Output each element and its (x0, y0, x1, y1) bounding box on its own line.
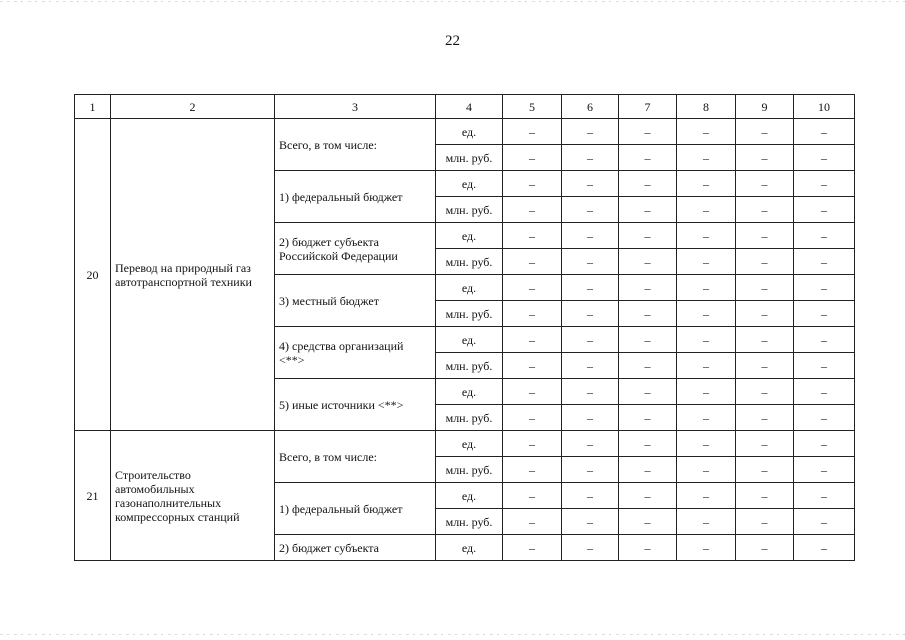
funding-source: 3) местный бюджет (275, 275, 436, 327)
unit-cell: млн. руб. (436, 509, 503, 535)
measure-name: Перевод на природный газ автотранспортной техники (111, 119, 275, 431)
value-cell: – (503, 353, 562, 379)
value-cell: – (503, 483, 562, 509)
value-cell: – (562, 405, 619, 431)
value-cell: – (736, 379, 794, 405)
funding-source: 1) федеральный бюджет (275, 171, 436, 223)
value-cell: – (503, 379, 562, 405)
value-cell: – (619, 119, 677, 145)
value-cell: – (736, 327, 794, 353)
unit-cell: млн. руб. (436, 197, 503, 223)
value-cell: – (736, 197, 794, 223)
value-cell: – (794, 353, 855, 379)
value-cell: – (677, 457, 736, 483)
value-cell: – (736, 223, 794, 249)
value-cell: – (794, 457, 855, 483)
value-cell: – (677, 249, 736, 275)
header-cell: 7 (619, 95, 677, 119)
value-cell: – (619, 223, 677, 249)
header-cell: 1 (75, 95, 111, 119)
unit-cell: млн. руб. (436, 249, 503, 275)
unit-cell: ед. (436, 119, 503, 145)
measure-name: Строительство автомобильных газонаполнительных компрессорных станций (111, 431, 275, 561)
value-cell: – (562, 509, 619, 535)
value-cell: – (562, 275, 619, 301)
header-cell: 2 (111, 95, 275, 119)
value-cell: – (794, 431, 855, 457)
value-cell: – (503, 197, 562, 223)
value-cell: – (619, 509, 677, 535)
value-cell: – (677, 327, 736, 353)
value-cell: – (503, 457, 562, 483)
funding-source: 1) федеральный бюджет (275, 483, 436, 535)
header-cell: 9 (736, 95, 794, 119)
value-cell: – (736, 483, 794, 509)
value-cell: – (503, 509, 562, 535)
row-number: 21 (75, 431, 111, 561)
value-cell: – (736, 275, 794, 301)
value-cell: – (794, 275, 855, 301)
value-cell: – (736, 431, 794, 457)
value-cell: – (562, 119, 619, 145)
value-cell: – (619, 327, 677, 353)
value-cell: – (794, 171, 855, 197)
header-cell: 6 (562, 95, 619, 119)
funding-source: Всего, в том числе: (275, 431, 436, 483)
value-cell: – (794, 145, 855, 171)
value-cell: – (619, 379, 677, 405)
value-cell: – (677, 119, 736, 145)
value-cell: – (736, 171, 794, 197)
unit-cell: ед. (436, 535, 503, 561)
value-cell: – (736, 509, 794, 535)
value-cell: – (619, 275, 677, 301)
page-number: 22 (445, 33, 460, 49)
unit-cell: ед. (436, 327, 503, 353)
value-cell: – (736, 353, 794, 379)
value-cell: – (794, 197, 855, 223)
value-cell: – (619, 301, 677, 327)
value-cell: – (562, 353, 619, 379)
value-cell: – (562, 301, 619, 327)
unit-cell: млн. руб. (436, 145, 503, 171)
value-cell: – (736, 535, 794, 561)
unit-cell: ед. (436, 171, 503, 197)
value-cell: – (503, 535, 562, 561)
funding-source: 4) средства организаций <**> (275, 327, 436, 379)
value-cell: – (619, 535, 677, 561)
unit-cell: ед. (436, 379, 503, 405)
value-cell: – (503, 145, 562, 171)
value-cell: – (619, 431, 677, 457)
value-cell: – (562, 223, 619, 249)
value-cell: – (794, 301, 855, 327)
value-cell: – (619, 249, 677, 275)
scan-artifact-bottom (0, 634, 905, 635)
value-cell: – (794, 249, 855, 275)
header-cell: 8 (677, 95, 736, 119)
value-cell: – (677, 379, 736, 405)
table-row (75, 119, 855, 145)
value-cell: – (736, 405, 794, 431)
value-cell: – (503, 301, 562, 327)
value-cell: – (736, 301, 794, 327)
value-cell: – (677, 145, 736, 171)
value-cell: – (794, 119, 855, 145)
data-table (74, 94, 855, 561)
row-number: 20 (75, 119, 111, 431)
value-cell: – (503, 431, 562, 457)
value-cell: – (619, 171, 677, 197)
value-cell: – (562, 483, 619, 509)
value-cell: – (677, 535, 736, 561)
value-cell: – (677, 431, 736, 457)
value-cell: – (562, 457, 619, 483)
unit-cell: млн. руб. (436, 457, 503, 483)
value-cell: – (503, 119, 562, 145)
header-cell: 4 (436, 95, 503, 119)
value-cell: – (794, 405, 855, 431)
value-cell: – (619, 483, 677, 509)
unit-cell: ед. (436, 431, 503, 457)
funding-source: 5) иные источники <**> (275, 379, 436, 431)
value-cell: – (503, 405, 562, 431)
unit-cell: ед. (436, 483, 503, 509)
value-cell: – (736, 145, 794, 171)
value-cell: – (736, 119, 794, 145)
value-cell: – (562, 327, 619, 353)
unit-cell: ед. (436, 275, 503, 301)
value-cell: – (562, 431, 619, 457)
value-cell: – (677, 197, 736, 223)
table-row (75, 431, 855, 457)
value-cell: – (677, 301, 736, 327)
unit-cell: млн. руб. (436, 301, 503, 327)
value-cell: – (677, 353, 736, 379)
scan-artifact-top (0, 1, 905, 2)
value-cell: – (562, 145, 619, 171)
value-cell: – (794, 327, 855, 353)
value-cell: – (562, 379, 619, 405)
value-cell: – (794, 509, 855, 535)
value-cell: – (736, 457, 794, 483)
header-cell: 3 (275, 95, 436, 119)
funding-source: 2) бюджет субъекта (275, 535, 436, 561)
value-cell: – (677, 405, 736, 431)
value-cell: – (562, 171, 619, 197)
value-cell: – (794, 223, 855, 249)
unit-cell: млн. руб. (436, 353, 503, 379)
value-cell: – (619, 197, 677, 223)
value-cell: – (503, 327, 562, 353)
value-cell: – (503, 171, 562, 197)
value-cell: – (677, 483, 736, 509)
value-cell: – (562, 535, 619, 561)
value-cell: – (794, 483, 855, 509)
value-cell: – (619, 145, 677, 171)
value-cell: – (619, 457, 677, 483)
unit-cell: млн. руб. (436, 405, 503, 431)
header-cell: 10 (794, 95, 855, 119)
value-cell: – (619, 353, 677, 379)
funding-source: 2) бюджет субъекта Российской Федерации (275, 223, 436, 275)
header-cell: 5 (503, 95, 562, 119)
value-cell: – (503, 223, 562, 249)
value-cell: – (503, 275, 562, 301)
value-cell: – (562, 197, 619, 223)
funding-source: Всего, в том числе: (275, 119, 436, 171)
value-cell: – (794, 535, 855, 561)
value-cell: – (619, 405, 677, 431)
value-cell: – (677, 275, 736, 301)
value-cell: – (562, 249, 619, 275)
value-cell: – (736, 249, 794, 275)
value-cell: – (677, 509, 736, 535)
value-cell: – (677, 171, 736, 197)
value-cell: – (794, 379, 855, 405)
unit-cell: ед. (436, 223, 503, 249)
header-row (75, 95, 855, 119)
value-cell: – (677, 223, 736, 249)
value-cell: – (503, 249, 562, 275)
